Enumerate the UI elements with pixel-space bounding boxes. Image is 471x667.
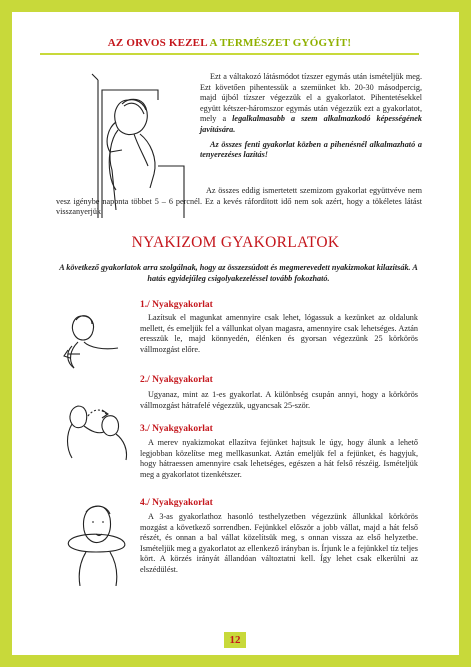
- page-number: 12: [224, 632, 246, 648]
- exercise-4-illustration: [56, 496, 138, 586]
- top-paragraph-3-block: [56, 186, 422, 220]
- top-paragraph-1: Ezt a váltakozó látásmódot tízszer egymás után ismételjük meg. Ezt követően pihentessük a szemünket kb. 20-30 másodpercig, majd újból tízszer végezzük el a gyakorlatot. Pihentetésekkel együtt kétszer-háromszor egymás után végezzük ezt a gyakorlatot, mely a: [200, 72, 422, 124]
- section-intro: A következő gyakorlatok arra szolgálnak, hogy az összezsúdott és megmerevedett nyakizmokat kilazítsák. A hatás egyidejűleg csigolyakezeléssel tovább fokozható.: [59, 263, 418, 283]
- exercise-2-text: Ugyanaz, mint az 1-es gyakorlat. A különbség csupán annyi, hogy a körkörös vállmozgást hátrafelé végezzük, ugyancsak 25-ször.: [140, 390, 418, 410]
- top-paragraph-2: Az összes fenti gyakorlat közben a pihenésnél alkalmazható a tenyerezéses lazítás!: [200, 139, 422, 160]
- header-part-green: A TERMÉSZET GYÓGYÍT!: [209, 37, 352, 49]
- exercise-4-text: A 3-as gyakorlathoz hasonló testhelyzetben végezzünk állunkkal körkörös mozgást a következő sorrendben. Fejünkkel először a jobb vállat, majd a hát felső részét, és onnan a bal vállat közelítsük meg, s onnan vissza az első helyzetbe. Ismételjük meg a gyakorlatot az ellenkező irányban is. Írjunk le a fejünkkel tíz teljes kört. A körzés irányát állandóan változtatni kell. Így lehet csak elkerülni az elszédülést.: [140, 512, 418, 574]
- section-title: NYAKIZOM GYAKORLATOK: [131, 234, 340, 251]
- exercise-1-illustration: [60, 302, 132, 372]
- top-paragraph-3: Az összes eddig ismertetett szemizom gyakorlat együttvéve nem vesz igénybe naponta többet 5 – 6 percnél. Ez a kevés ráfordított idő nem sok azért, hogy a tökéletes látást visszanyerjük.: [56, 186, 422, 217]
- running-header: [40, 37, 419, 49]
- exercise-1-text: Lazítsuk el magunkat amennyire csak lehet, lógassuk a kezünket az oldalunk mellett, és emeljük fel a vállunkat olyan magasra, amennyire csak lehetséges. Aztán eresszük le, majd könnyedén, élénken és gyorsan végezzünk 25 körkörös vállmozgást előre.: [140, 313, 418, 354]
- exercise-4-title: 4./ Nyakgyakorlat: [140, 498, 213, 508]
- top-text-block: [200, 72, 422, 163]
- header-rule: [40, 53, 419, 55]
- header-part-red: AZ ORVOS KEZEL: [107, 37, 208, 49]
- exercise-2-title: 2./ Nyakgyakorlat: [140, 375, 213, 385]
- top-paragraph-1-emphasis: legalkalmasabb a szem alkalmazkodó képességének javítására.: [200, 114, 422, 134]
- exercise-1-title: 1./ Nyakgyakorlat: [140, 300, 213, 310]
- exercise-3-text: A merev nyakizmokat ellazítva fejünket hajtsuk le úgy, hogy álunk a lehető legjobban közelítse meg mellkasunkat. Aztán emeljük fel a fejünket, és hagyjuk, hogy hátraessen amennyire csak lehetséges, egészen a hát felső részéig. Ismételjük meg a gyakorlatot tizenkétszer.: [140, 438, 418, 479]
- exercise-3-title: 3./ Nyakgyakorlat: [140, 424, 213, 434]
- exercise-3-illustration: [58, 396, 140, 466]
